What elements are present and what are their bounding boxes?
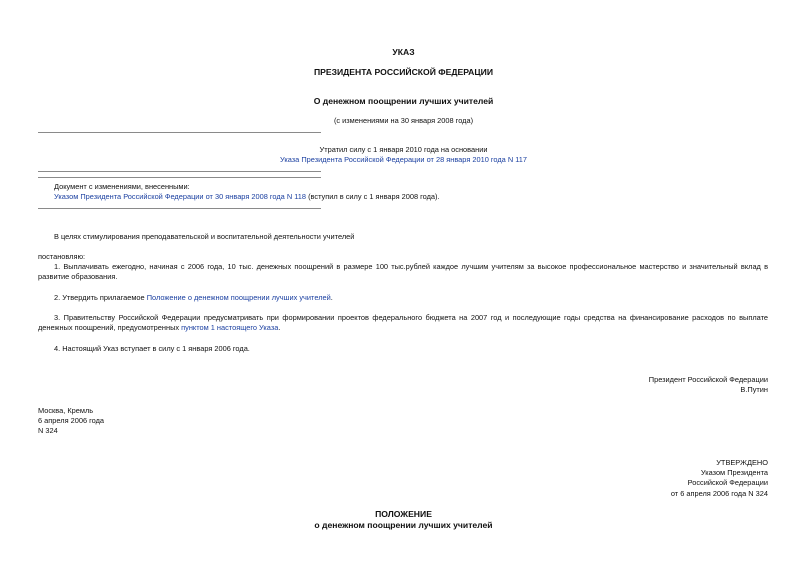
item-3 xyxy=(38,313,768,333)
preamble: В целях стимулирования преподавательской и воспитательной деятельности учителей xyxy=(54,232,355,241)
regulation-subtitle: о денежном поощрении лучших учителей xyxy=(314,520,493,530)
decree-issuer: ПРЕЗИДЕНТА РОССИЙСКОЙ ФЕДЕРАЦИИ xyxy=(313,67,494,77)
item-2-suffix: . xyxy=(330,293,333,302)
divider xyxy=(38,132,321,133)
divider xyxy=(38,177,321,178)
changes-suffix: (вступил в силу с 1 января 2008 года). xyxy=(306,192,440,201)
decree-word: постановляю: xyxy=(38,252,86,261)
changes-link[interactable]: Указом Президента Российской Федерации от 30 января 2008 года N 118 xyxy=(54,192,307,201)
changes-intro: Документ с изменениями, внесенными: xyxy=(54,182,190,191)
regulation-link[interactable]: Положение о денежном поощрении лучших учителей xyxy=(146,293,331,302)
expired-basis-link[interactable]: Указа Президента Российской Федерации от 28 января 2010 года N 117 xyxy=(279,155,528,164)
decree-subject: О денежном поощрении лучших учителей xyxy=(313,96,494,106)
expired-text: Утратил силу с 1 января 2010 года на основании xyxy=(319,145,488,154)
amendments-note: (с изменениями на 30 января 2008 года) xyxy=(333,116,474,125)
divider xyxy=(38,208,321,209)
item-2-prefix: 2. Утвердить прилагаемое xyxy=(54,293,147,302)
approved-country: Российской Федерации xyxy=(687,478,768,487)
item-4: 4. Настоящий Указ вступает в силу с 1 января 2006 года. xyxy=(54,344,250,353)
approved-by: Указом Президента xyxy=(700,468,768,477)
regulation-title: ПОЛОЖЕНИЕ xyxy=(375,509,432,519)
item-2 xyxy=(54,293,333,303)
item-1: 1. Выплачивать ежегодно, начиная с 2006 года, 10 тыс. денежных поощрений в размере 100 тыс.рублей каждое лучшим учителям за высокое профессиональное мастерство и значительный вклад в развитие образования. xyxy=(38,262,768,281)
divider xyxy=(38,171,321,172)
decree-title: УКАЗ xyxy=(392,47,415,57)
changes-line xyxy=(54,192,440,202)
item-1-ref-link[interactable]: пунктом 1 настоящего Указа xyxy=(181,323,279,332)
item-3-text: 3. Правительству Российской Федерации предусматривать при формировании проектов федерального бюджета на 2007 год и последующие годы средства на финансирование расходов по выплате денежных поощрений, предусмотренных xyxy=(38,313,768,332)
signature-position: Президент Российской Федерации xyxy=(648,375,768,384)
item-3-suffix: . xyxy=(278,323,281,332)
decree-number: N 324 xyxy=(38,426,58,435)
approved-date: от 6 апреля 2006 года N 324 xyxy=(670,489,768,498)
date: 6 апреля 2006 года xyxy=(38,416,105,425)
place: Москва, Кремль xyxy=(38,406,94,415)
signature-name: В.Путин xyxy=(740,385,768,394)
approved-label: УТВЕРЖДЕНО xyxy=(716,458,768,467)
